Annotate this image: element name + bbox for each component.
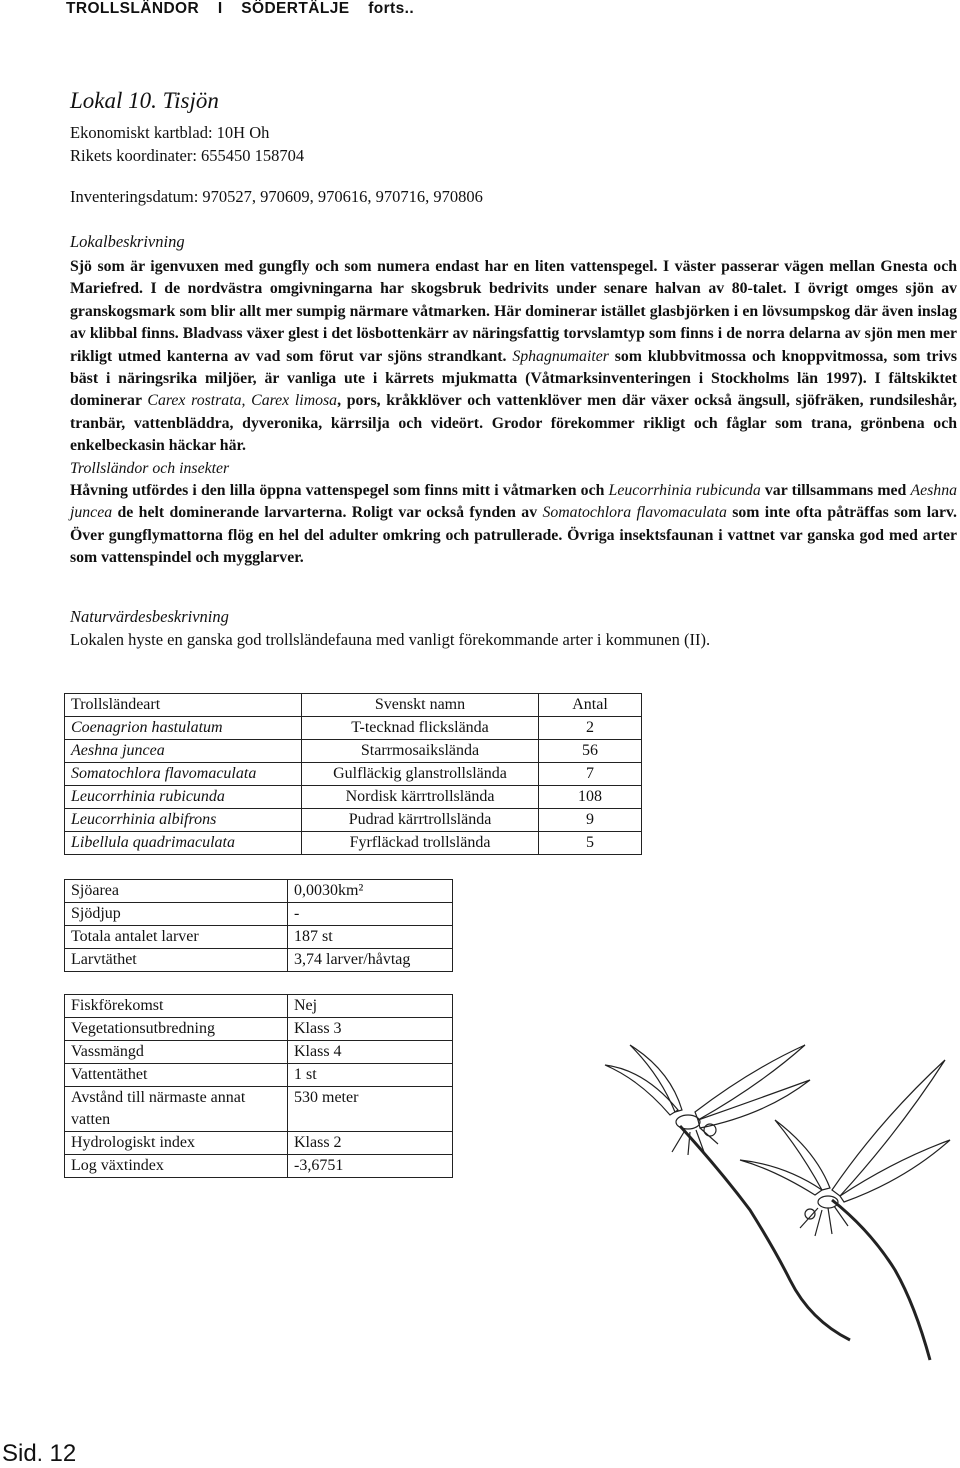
- lake-value: 187 st: [288, 926, 453, 949]
- species-namn: Nordisk kärrtrollslända: [302, 786, 539, 809]
- table-row: [65, 763, 642, 786]
- table-row: [65, 1041, 453, 1064]
- page-number-value: 12: [42, 1440, 77, 1467]
- lake-value: 3,74 larver/håvtag: [288, 949, 453, 972]
- lokalbeskrivning-text: [70, 256, 957, 570]
- inventeringsdatum: Inventeringsdatum: 970527, 970609, 970616, 970716, 970806: [70, 187, 483, 206]
- troll-a: Håvning utfördes i den lilla öppna vattenspegel som finns mitt i våtmarken och: [70, 482, 609, 500]
- species-namn: Pudrad kärrtrollslända: [302, 809, 539, 832]
- env-key: Fiskförekomst: [65, 995, 288, 1018]
- lokal-p2b: som klubbvitmossa och knoppvitmossa, som trivs bäst i näringsrika miljöer, är vanliga ute i kärrets mjukmatta (Våtmarksinventeringen i Stockholms län 1997). I fältskiktet dominerar: [70, 347, 957, 410]
- troll-b: Leucorrhinia rubicunda: [608, 482, 761, 500]
- species-antal: 56: [539, 740, 642, 763]
- page-header: [66, 0, 428, 18]
- species-antal: 2: [539, 717, 642, 740]
- damselfly-upper: [605, 1045, 850, 1340]
- troll-d: Aeshna juncea: [70, 482, 957, 522]
- col-header-antal: Antal: [539, 694, 642, 717]
- page-number: [2, 1440, 76, 1468]
- table-row: [65, 809, 642, 832]
- table-row: [65, 1155, 453, 1178]
- env-value: Nej: [288, 995, 453, 1018]
- env-value: 1 st: [288, 1064, 453, 1087]
- table-row: [65, 717, 642, 740]
- species-antal: 5: [539, 832, 642, 855]
- troll-g: som inte ofta påträffas som larv. Över gungflymattorna flög en hel del adulter omkring och patrullerade. Övriga insektsfaunan i vattnet var ganska god med arter som vattenspindel och mygglarver.: [70, 504, 957, 567]
- environment-table: [64, 994, 453, 1178]
- species-art: Leucorrhinia albifrons: [65, 809, 302, 832]
- env-key: Avstånd till närmaste annat vatten: [65, 1087, 288, 1132]
- kartblad: Ekonomiskt kartblad: 10H Oh: [70, 123, 270, 142]
- table-row: [65, 903, 453, 926]
- table-row: [65, 740, 642, 763]
- env-key: Log växtindex: [65, 1155, 288, 1178]
- col-header-art: Trollsländeart: [65, 694, 302, 717]
- damselfly-lower: [740, 1060, 950, 1360]
- lokalbeskrivning-heading: Lokalbeskrivning: [70, 232, 185, 251]
- troll-e: de helt dominerande larvarterna. Roligt var också fynden av: [112, 504, 543, 522]
- env-value: Klass 3: [288, 1018, 453, 1041]
- env-value: 530 meter: [288, 1087, 453, 1132]
- env-key: Vassmängd: [65, 1041, 288, 1064]
- env-key: Vattentäthet: [65, 1064, 288, 1087]
- header-sodertalje: SÖDERTÄLJE: [241, 0, 350, 17]
- table-row: [65, 949, 453, 972]
- species-antal: 7: [539, 763, 642, 786]
- lake-value: 0,0030km²: [288, 880, 453, 903]
- lake-key: Sjöarea: [65, 880, 288, 903]
- lokal-p2d: , pors, kråkklöver och vattenklöver men där växer också ängsull, sjöfräken, rundsileshår, tranbär, vattenbläddra, dyveronika, kärrsilja och videört. Grodor förekommer rikligt och fåglar som trana, grönbena och enkelbeckasin häckar här.: [70, 392, 958, 455]
- env-value: Klass 4: [288, 1041, 453, 1064]
- header-forts: forts..: [368, 0, 415, 17]
- page-number-dot: .: [36, 1441, 43, 1466]
- species-table: [64, 693, 642, 855]
- env-value: Klass 2: [288, 1132, 453, 1155]
- table-row: [65, 1064, 453, 1087]
- table-row: [65, 1132, 453, 1155]
- lake-key: Totala antalet larver: [65, 926, 288, 949]
- species-namn: T-tecknad flickslända: [302, 717, 539, 740]
- lake-key: Sjödjup: [65, 903, 288, 926]
- table-header-row: [65, 694, 642, 717]
- col-header-namn: Svenskt namn: [302, 694, 539, 717]
- naturvarde-text: Lokalen hyste en ganska god trollsländefauna med vanligt förekommande arter i kommunen (II).: [70, 630, 711, 649]
- species-art: Leucorrhinia rubicunda: [65, 786, 302, 809]
- lokal-carex: Carex rostrata, Carex limosa: [147, 392, 338, 410]
- species-antal: 9: [539, 809, 642, 832]
- species-antal: 108: [539, 786, 642, 809]
- species-namn: Starrmosaikslända: [302, 740, 539, 763]
- header-trollslandor: TROLLSLÄNDOR: [66, 0, 200, 17]
- species-namn: Fyrfläckad trollslända: [302, 832, 539, 855]
- table-row: [65, 832, 642, 855]
- page-number-label: Sid: [2, 1440, 37, 1467]
- table-row: [65, 786, 642, 809]
- env-value: -3,6751: [288, 1155, 453, 1178]
- trollslandor-heading: Trollsländor och insekter: [70, 459, 230, 477]
- lake-key: Larvtäthet: [65, 949, 288, 972]
- table-row: [65, 880, 453, 903]
- damselfly-illustration: [600, 1040, 956, 1370]
- species-art: Coenagrion hastulatum: [65, 717, 302, 740]
- lake-value: -: [288, 903, 453, 926]
- species-art: Somatochlora flavomaculata: [65, 763, 302, 786]
- page-title: Lokal 10. Tisjön: [70, 88, 219, 113]
- lokal-p1: Sjö som är igenvuxen med gungfly och som numera endast har en liten vattenspegel. I väster passerar vägen mellan Gnesta och Mariefred. I de nordvästra omgivningarna har skogsbruk bedrivits under senare halvan av 80-talet. I övrigt omges sjön av granskogsmark som blir allt mer sumpig närmare våtmarken. Här dominerar istället glasbjörken i en lövsumpskog där även inslag av klibbal finns. Bladvass växer glest i det lösbottenkärr av näringsfattig torvslamtyp som finns i de norra delarna av sjön men mer rikligt utmed kanterna av vad som förut var sjöns strandkant.: [70, 258, 957, 365]
- species-art: Libellula quadrimaculata: [65, 832, 302, 855]
- header-i: I: [217, 0, 223, 17]
- env-key: Vegetationsutbredning: [65, 1018, 288, 1041]
- troll-f: Somatochlora flavomaculata: [542, 504, 727, 522]
- species-namn: Gulfläckig glanstrollslända: [302, 763, 539, 786]
- table-row: [65, 926, 453, 949]
- troll-c: var tillsammans med: [760, 482, 911, 500]
- table-row: [65, 1018, 453, 1041]
- lokal-sphagnum: Sphagnumaiter: [512, 347, 609, 365]
- naturvarde-heading: Naturvärdesbeskrivning: [70, 607, 229, 626]
- lake-table: [64, 879, 453, 972]
- env-key: Hydrologiskt index: [65, 1132, 288, 1155]
- koordinater: Rikets koordinater: 655450 158704: [70, 146, 305, 165]
- species-art: Aeshna juncea: [65, 740, 302, 763]
- table-row: [65, 995, 453, 1018]
- table-row: [65, 1087, 453, 1132]
